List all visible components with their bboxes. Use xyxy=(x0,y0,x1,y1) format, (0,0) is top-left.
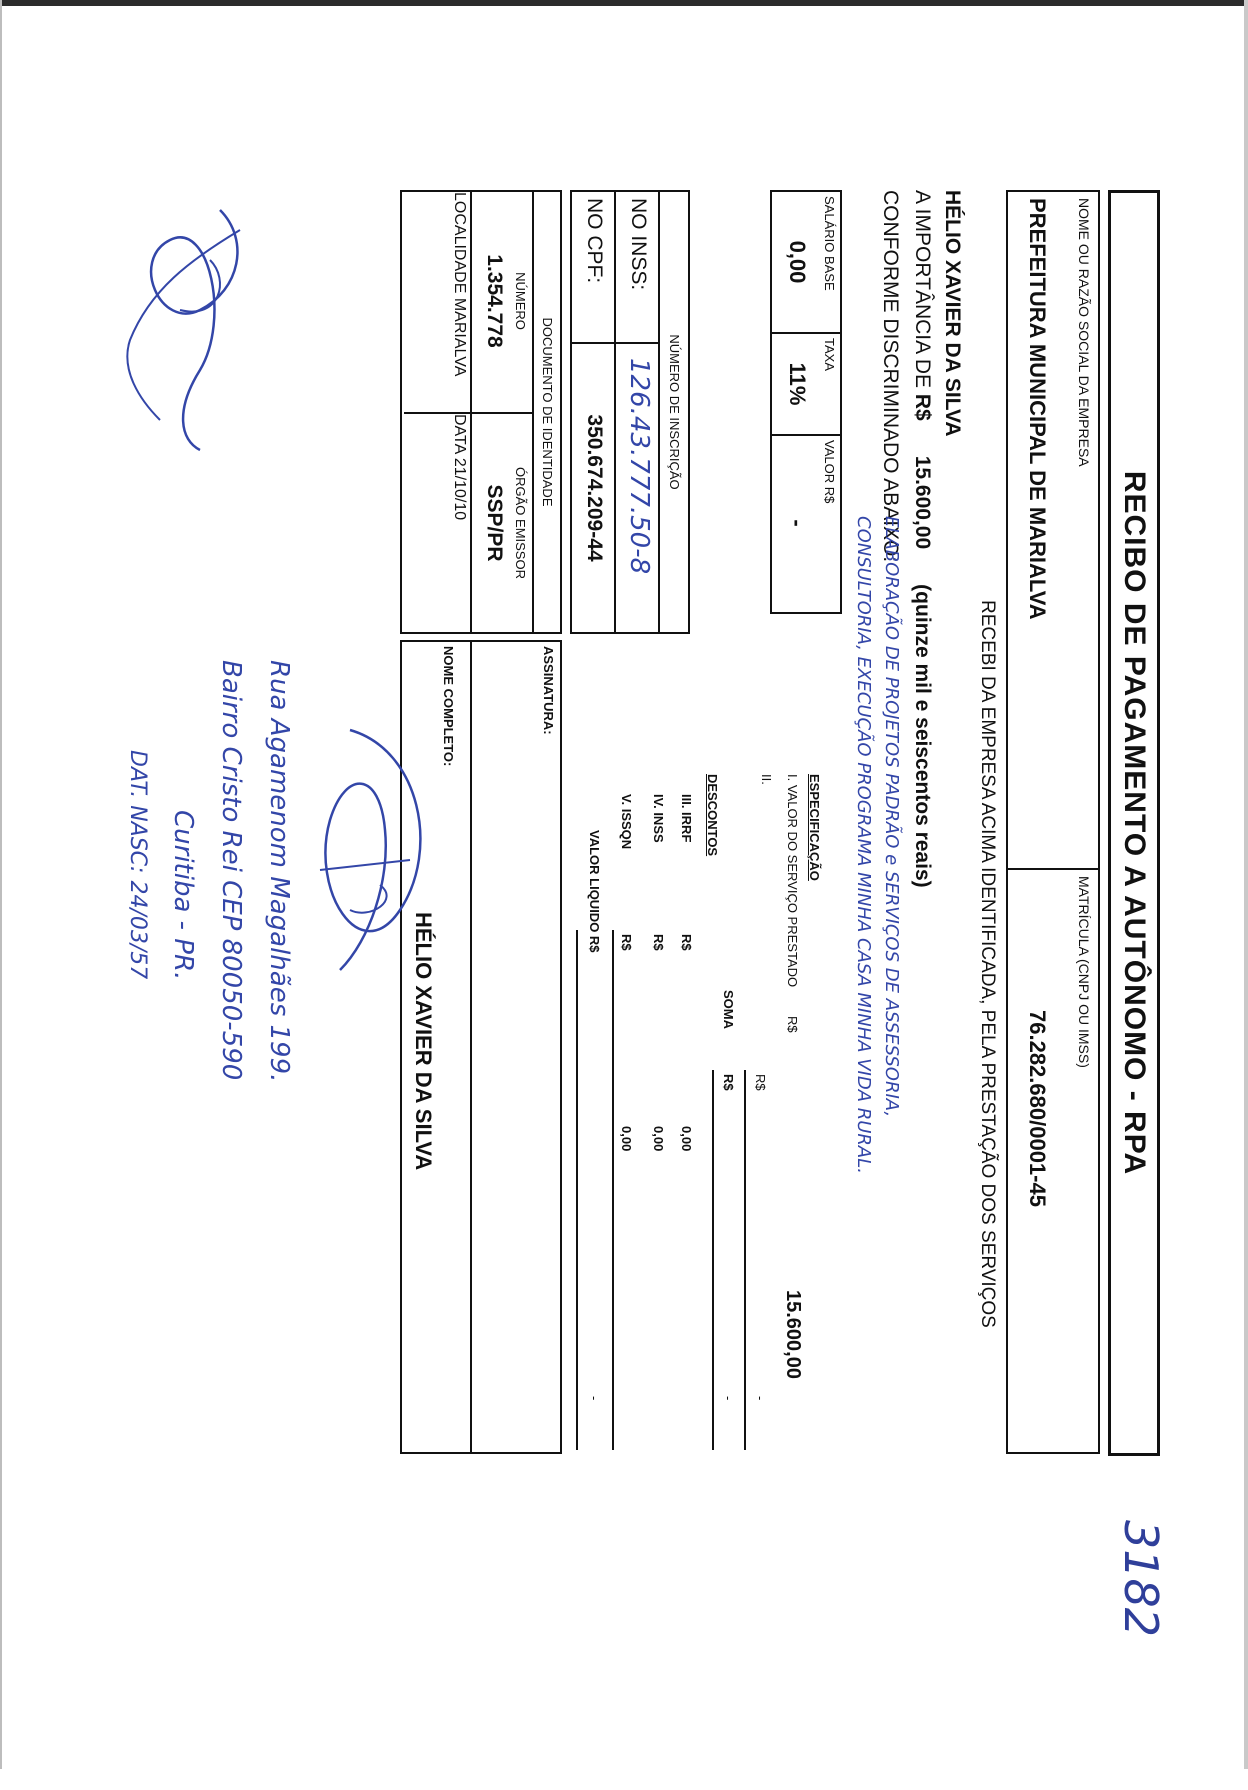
scan-border-right xyxy=(1244,0,1248,1769)
issuer-cell xyxy=(472,414,532,632)
salary-table xyxy=(770,190,842,614)
service-value-currency: R$ xyxy=(785,1016,800,1033)
company-box xyxy=(1006,190,1100,1454)
cnpj-value: 76.282.680/0001-45 xyxy=(1025,1010,1050,1207)
amount-prefix: A IMPORTÂNCIA DE xyxy=(911,190,934,388)
inss-number-label: NO INSS: xyxy=(627,198,650,291)
inss-number-handwritten: 126.43.777.50-8 xyxy=(624,358,654,575)
irrf-currency: R$ xyxy=(679,934,694,951)
service-value-label: I. VALOR DO SERVIÇO PRESTADO xyxy=(785,774,800,988)
salary-base-cell xyxy=(772,192,840,334)
discriminated-label: CONFORME DISCRIMINADO ABAIXO: xyxy=(879,190,902,563)
item-two-value: - xyxy=(753,1396,768,1401)
handwritten-address-line-3: Curitiba - PR. xyxy=(168,810,198,981)
cpf-row xyxy=(572,192,614,632)
rate-value: 11% xyxy=(785,362,810,406)
registration-header: NÚMERO DE INSCRIÇÃO xyxy=(658,192,688,632)
company-name: PREFEITURA MUNICIPAL DE MARIALVA xyxy=(1025,198,1050,620)
service-value: 15.600,00 xyxy=(782,1290,804,1379)
item-two-currency: R$ xyxy=(753,1074,768,1091)
amount-cell xyxy=(772,436,840,610)
date-label: DATA xyxy=(451,414,468,454)
sum-label: SOMA xyxy=(721,990,736,1029)
company-cnpj-cell xyxy=(1008,870,1098,1450)
net-value-label: VALOR LIQUIDO R$ xyxy=(587,830,602,953)
handwritten-address-line-1: Rua Agamenom Magalhães 199. xyxy=(264,660,294,1083)
handwritten-birth-date: DAT. NASC: 24/03/57 xyxy=(125,750,150,980)
received-statement: RECEBI DA EMPRESA ACIMA IDENTIFICADA, PELA PRESTAÇÃO DOS SERVIÇOS xyxy=(977,600,998,1328)
id-number: 1.354.778 xyxy=(483,254,506,348)
issqn-currency: R$ xyxy=(619,934,634,951)
issqn-value: 0,00 xyxy=(619,1126,634,1152)
date-cell xyxy=(408,414,468,632)
full-name-value: HÉLIO XAVIER DA SILVA xyxy=(411,912,436,1171)
salary-base-value: 0,00 xyxy=(785,240,810,284)
irrf-label: III. IRRF xyxy=(679,794,694,843)
rate-label: TAXA xyxy=(822,338,837,371)
page-number: 3182 xyxy=(1114,1520,1168,1638)
company-name-label: NOME OU RAZÃO SOCIAL DA EMPRESA xyxy=(1076,198,1092,467)
signature-divider xyxy=(470,642,472,1452)
amount-col-label: VALOR R$ xyxy=(822,440,837,504)
issuer-label: ÓRGÃO EMISSOR xyxy=(513,467,528,579)
registration-table xyxy=(570,190,690,634)
amount-col-value: - xyxy=(785,519,810,527)
rate-cell xyxy=(772,334,840,436)
salary-base-label: SALÁRIO BASE xyxy=(822,196,837,291)
witness-signature xyxy=(110,200,260,460)
deductions-rule xyxy=(612,930,614,1450)
signature-box xyxy=(400,640,562,1454)
identity-document-table xyxy=(400,190,562,634)
sum-currency: R$ xyxy=(721,1074,736,1091)
net-value-rule xyxy=(576,930,578,1450)
inss-row xyxy=(614,192,658,632)
inss-number-cell xyxy=(616,342,658,632)
amount-line xyxy=(910,190,934,888)
net-value: - xyxy=(587,1396,602,1401)
issqn-label: V. ISSQN xyxy=(619,794,634,850)
signature-label: ASSINATURA: xyxy=(541,646,556,735)
handwritten-description-line-2: CONSULTORIA, EXECUÇÃO PROGRAMA MINHA CASA MINHA VIDA RURAL. xyxy=(853,516,874,1174)
scan-border-left xyxy=(0,0,2,1769)
sum-rule xyxy=(712,1070,714,1450)
handwritten-description-line-1: ELABORAÇÃO DE PROJETOS PADRÃO e SERVIÇOS DE ASSESSORIA, xyxy=(881,516,902,1118)
scan-border-top xyxy=(0,0,1248,6)
id-number-cell xyxy=(472,192,532,410)
locality-value: MARIALVA xyxy=(451,297,468,377)
item-two-rule xyxy=(744,1070,746,1450)
item-two-label: II. xyxy=(759,774,774,785)
cnpj-label: MATRÍCULA (CNPJ OU IMSS) xyxy=(1076,876,1092,1068)
identity-header: DOCUMENTO DE IDENTIDADE xyxy=(532,192,560,632)
discounts-title: DESCONTOS xyxy=(705,774,720,857)
sum-value: - xyxy=(721,1396,736,1401)
handwritten-address-line-2: Bairro Cristo Rei CEP 80050-590 xyxy=(216,660,246,1081)
issuer-value: SSP/PR xyxy=(483,484,506,562)
inss-currency: R$ xyxy=(651,934,666,951)
amount-in-words: (quinze mil e seiscentos reais) xyxy=(911,584,934,888)
document-title: RECIBO DE PAGAMENTO A AUTÔNOMO - RPA xyxy=(1108,190,1160,1456)
locality-cell xyxy=(408,192,468,410)
rpa-receipt xyxy=(100,190,1160,1790)
amount-currency: R$ xyxy=(911,393,934,421)
irrf-value: 0,00 xyxy=(679,1126,694,1152)
id-number-label: NÚMERO xyxy=(513,272,528,330)
cpf-label: NO CPF: xyxy=(583,198,606,284)
contractor-name: HÉLIO XAVIER DA SILVA xyxy=(941,190,964,437)
amount-value: 15.600,00 xyxy=(911,455,934,550)
cpf-value: 350.674.209-44 xyxy=(583,414,606,562)
company-name-cell xyxy=(1008,192,1098,870)
inss-value: 0,00 xyxy=(651,1126,666,1152)
specification-title: ESPECIFICAÇÃO xyxy=(807,774,822,881)
date-value: 21/10/10 xyxy=(451,457,468,521)
full-name-label: NOME COMPLETO: xyxy=(441,646,456,767)
inss-label: IV. INSS xyxy=(651,794,666,843)
locality-label: LOCALIDADE xyxy=(451,192,468,294)
cpf-cell xyxy=(572,342,614,632)
